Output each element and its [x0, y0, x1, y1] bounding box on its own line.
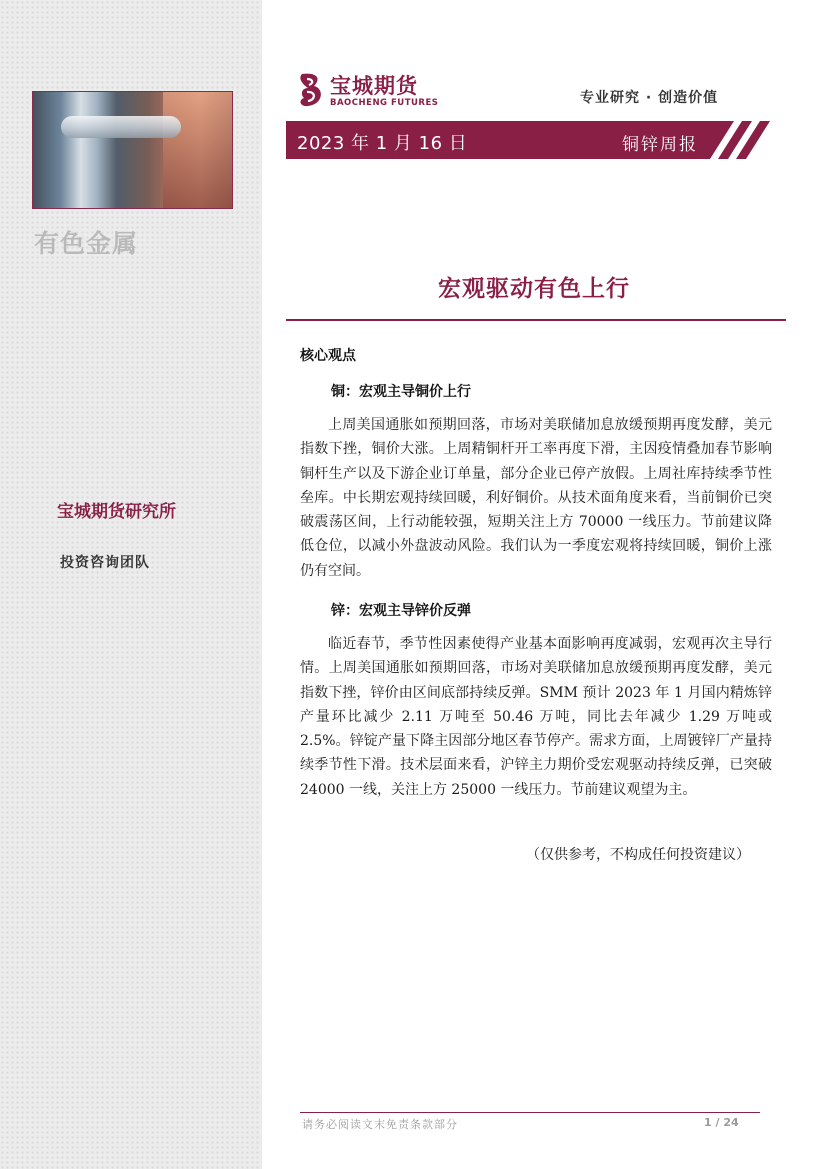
zinc-heading: 锌：宏观主导锌价反弹	[331, 603, 471, 619]
page-title: 宏观驱动有色上行	[438, 276, 630, 302]
slogan: 专业研究 · 创造价值	[580, 90, 719, 106]
disclaimer-note: （仅供参考，不构成任何投资建议）	[526, 847, 750, 863]
report-type: 铜锌周报	[622, 135, 698, 155]
team-name: 投资咨询团队	[60, 555, 150, 571]
sidebar	[0, 0, 262, 1169]
copper-paragraph: 上周美国通胀如预期回落，市场对美联储加息放缓预期再度发酵，美元指数下挫，铜价大涨。上周精铜杆开工率再度下滑，主因疫情叠加春节影响铜杆生产以及下游企业订单量，部分企业已停产放假。上周社库持续季节性垒库。中长期宏观持续回暖，利好铜价。从技术面角度来看，当前铜价已突破震荡区间，上行动能较强，短期关注上方 70000 一线压力。节前建议降低仓位，以减小外盘波动风险。我们认为一季度宏观将持续回暖，铜价上涨仍有空间。	[300, 417, 772, 579]
logo-english-name: BAOCHENG FUTURES	[330, 98, 439, 108]
company-logo	[296, 70, 446, 114]
sector-category: 有色金属	[34, 229, 139, 258]
zinc-paragraph: 临近春节，季节性因素使得产业基本面影响再度减弱，宏观再次主导行情。上周美国通胀如预期回落，市场对美联储加息放缓预期再度发酵，美元指数下挫，锌价由区间底部持续反弹。SMM 预计 2023 年 1 月国内精炼锌产量环比减少 2.11 万吨至 50.46 万吨，同比去年减少 1.29 万吨或 2.5%。锌锭产量下降主因部分地区春节停产。需求方面，上周镀锌厂产量持续季节性下滑。技术层面来看，沪锌主力期价受宏观驱动持续反弹，已突破 24000 一线，关注上方 25000 一线压力。节前建议观望为主。	[300, 636, 772, 798]
logo-chinese-name: 宝城期货	[330, 73, 418, 98]
copper-heading: 铜：宏观主导铜价上行	[331, 384, 471, 400]
report-date: 2023 年 1 月 16 日	[297, 133, 468, 154]
footer-disclaimer: 请务必阅读文末免责条款部分	[302, 1118, 458, 1131]
logo-mark-icon	[296, 70, 326, 110]
copper-pipes-photo	[32, 91, 233, 209]
title-divider	[286, 319, 786, 321]
page-number: 1 / 24	[704, 1116, 739, 1129]
institute-name: 宝城期货研究所	[57, 502, 176, 522]
core-heading: 核心观点	[300, 348, 356, 364]
footer-divider	[300, 1112, 760, 1113]
